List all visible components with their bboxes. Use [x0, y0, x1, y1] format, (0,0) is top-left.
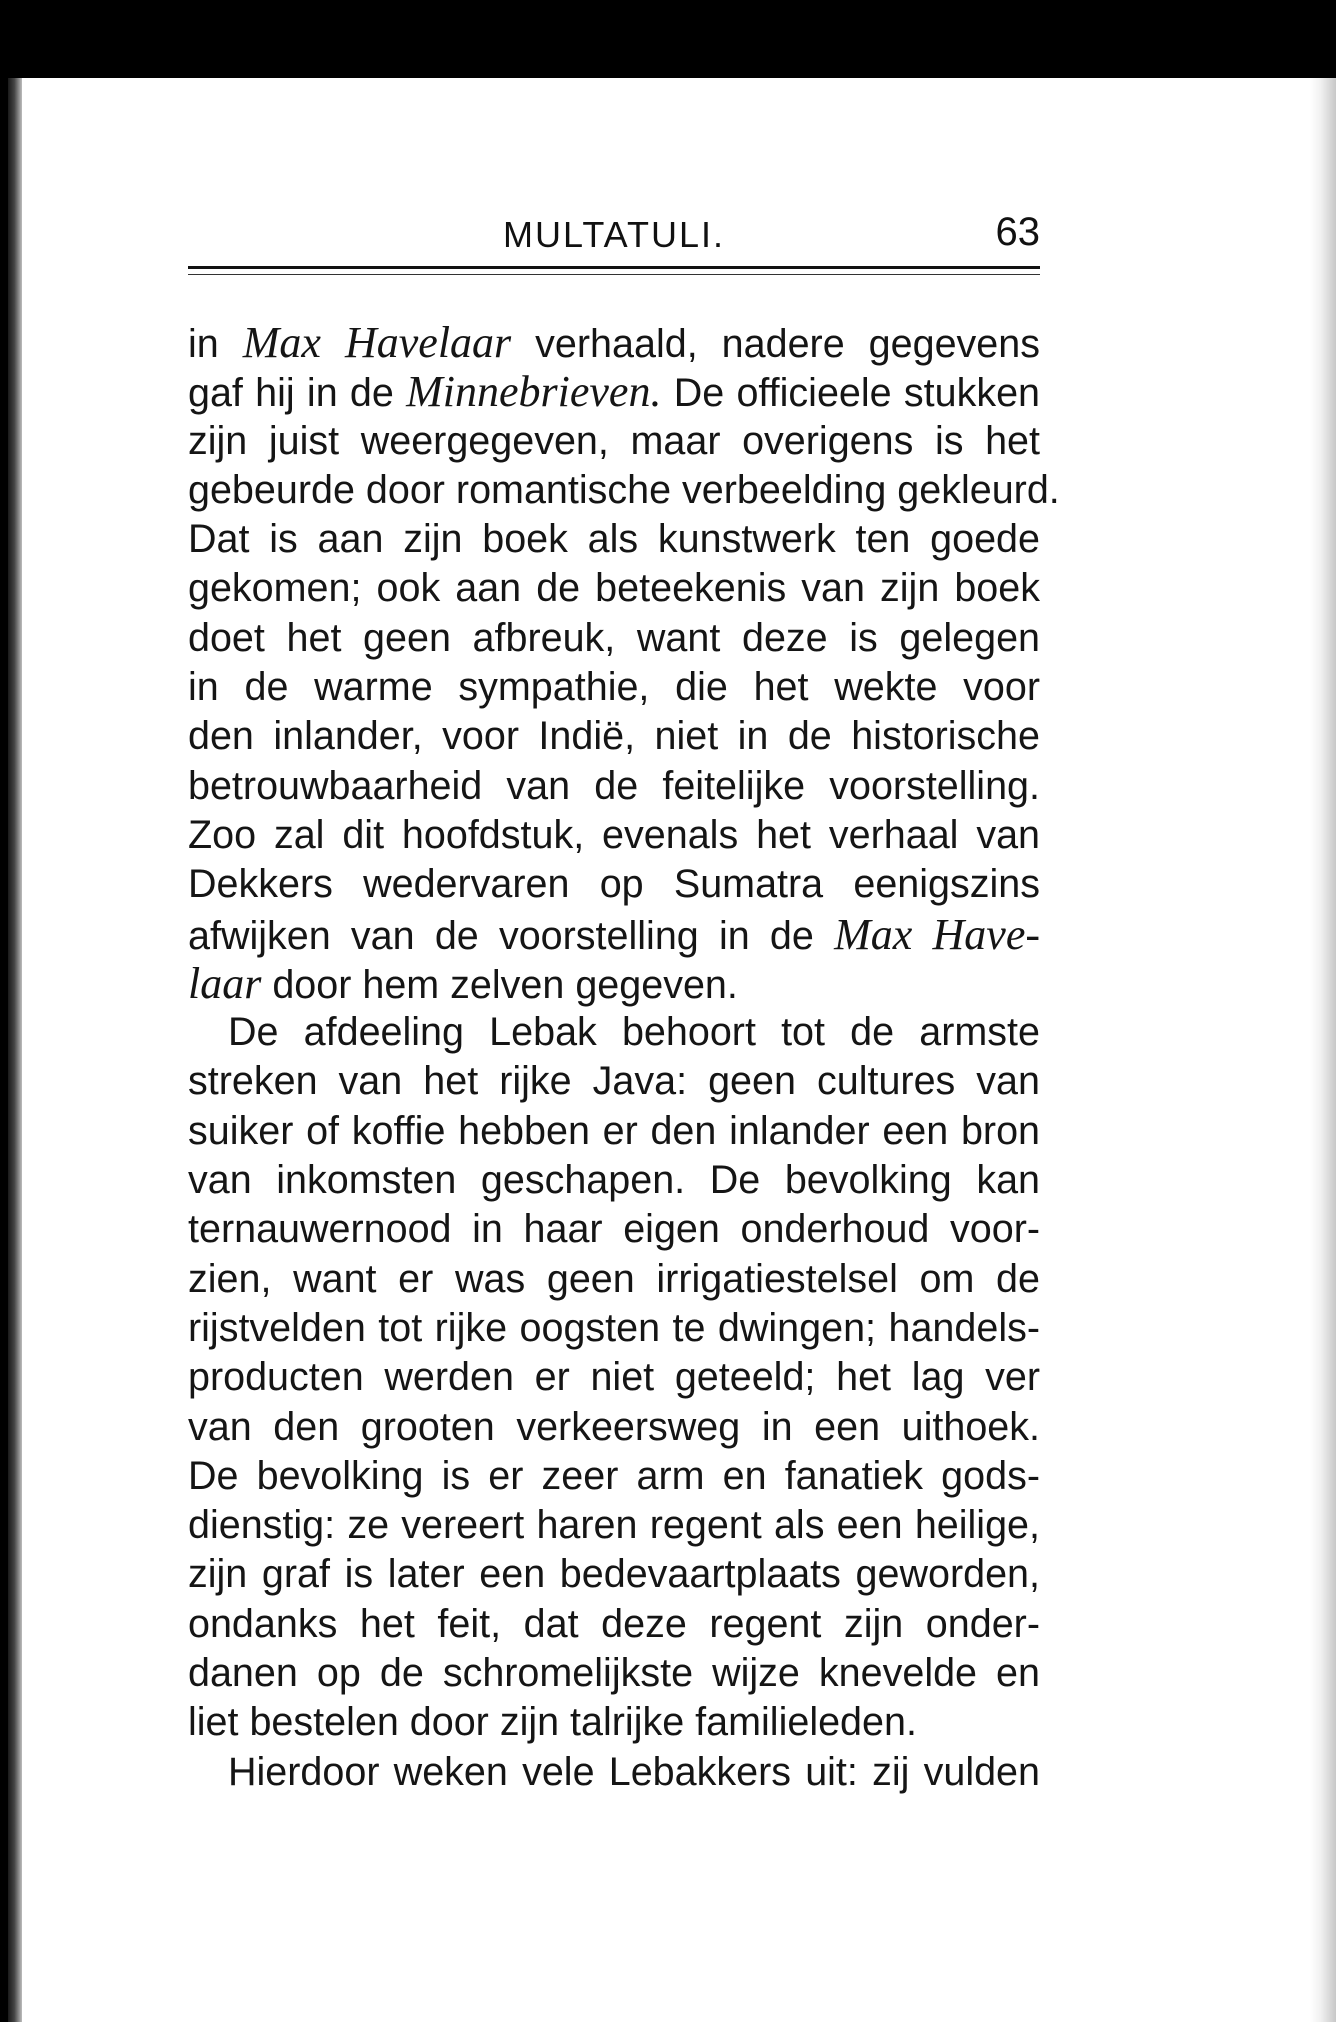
text-run: De officieele stukken	[661, 371, 1040, 416]
italic-title: Minnebrieven.	[406, 367, 662, 417]
text-run: Dekkers wedervaren op Sumatra eenigszins	[188, 862, 1040, 907]
text-run: Hierdoor weken vele Lebakkers uit: zij vulden	[228, 1749, 1040, 1794]
text-run: De bevolking is er zeer arm en fanatiek gods-	[188, 1453, 1040, 1498]
text-line	[188, 614, 1040, 663]
text-run: afwijken van de voorstelling in de	[188, 913, 835, 958]
text-line	[188, 1304, 1040, 1353]
text-line	[188, 811, 1040, 860]
text-line	[188, 1403, 1040, 1452]
text-run: ternauwernood in haar eigen onderhoud voor-	[188, 1207, 1040, 1252]
text-line	[188, 466, 1060, 515]
text-line	[188, 1255, 1040, 1304]
text-line	[188, 367, 1040, 416]
text-line	[188, 1698, 1040, 1747]
text-run: gekomen; ook aan de beteekenis van zijn boek	[188, 566, 1040, 611]
text-run: gaf hij in de	[188, 371, 407, 416]
text-line	[188, 1600, 1040, 1649]
text-line	[188, 663, 1040, 712]
text-line	[188, 1156, 1040, 1205]
paragraph	[188, 318, 1060, 1008]
text-run: streken van het rijke Java: geen cultures van	[188, 1059, 1040, 1104]
text-line	[188, 1353, 1040, 1402]
text-run: zijn graf is later een bedevaartplaats geworden,	[188, 1552, 1040, 1597]
text-line	[188, 860, 1040, 909]
paragraph	[188, 1008, 1040, 1747]
text-line	[188, 1748, 1040, 1797]
text-line	[188, 515, 1040, 564]
paragraph	[188, 1748, 1040, 1797]
text-run: zijn juist weergegeven, maar overigens is het	[188, 418, 1040, 463]
running-title: MULTATULI.	[502, 214, 725, 255]
header-rule-thin	[188, 274, 1040, 275]
page-number: 63	[995, 210, 1040, 254]
text-run: verhaald, nadere gegevens	[511, 322, 1040, 366]
page-edge-shadow	[1310, 78, 1336, 2022]
text-run: gebeurde door romantische verbeelding gekleurd.	[188, 467, 1060, 512]
text-run: ondanks het feit, dat deze regent zijn onder-	[188, 1601, 1040, 1646]
text-run: dienstig: ze vereert haren regent als een heilige,	[188, 1503, 1040, 1548]
text-line	[188, 1057, 1040, 1106]
italic-title: laar	[188, 958, 262, 1008]
text-run: producten werden er niet geteeld; het lag ver	[188, 1355, 1040, 1400]
text-line	[188, 910, 1040, 959]
text-line	[188, 1550, 1040, 1599]
text-run: De afdeeling Lebak behoort tot de armste	[228, 1010, 1040, 1055]
text-run: betrouwbaarheid van de feitelijke voorstelling.	[188, 763, 1040, 808]
text-run: in de warme sympathie, die het wekte voor	[188, 665, 1040, 710]
text-run: rijstvelden tot rijke oogsten te dwingen; handels-	[188, 1305, 1040, 1350]
text-run: Zoo zal dit hoofdstuk, evenals het verhaal van	[188, 812, 1040, 857]
text-run: doet het geen afbreuk, want deze is gelegen	[188, 615, 1040, 660]
text-run: liet bestelen door zijn talrijke familieleden.	[188, 1700, 917, 1745]
text-run: danen op de schromelijkste wijze knevelde en	[188, 1651, 1040, 1696]
text-run: van inkomsten geschapen. De bevolking kan	[188, 1158, 1040, 1203]
text-line	[188, 1107, 1040, 1156]
text-line	[188, 762, 1040, 811]
text-line	[188, 1649, 1040, 1698]
text-run: den inlander, voor Indië, niet in de historische	[188, 714, 1040, 759]
text-run: zien, want er was geen irrigatiestelsel om de	[188, 1256, 1040, 1301]
text-run: van den grooten verkeersweg in een uithoek.	[188, 1404, 1040, 1449]
italic-title: Max Havelaar	[242, 318, 512, 367]
text-run: door hem zelven gegeven.	[261, 962, 738, 1007]
running-header	[188, 206, 1040, 262]
body-text	[188, 318, 1060, 1797]
text-line	[188, 1452, 1040, 1501]
page-binding-shadow	[8, 78, 22, 2022]
italic-title: Max Have-	[834, 909, 1041, 959]
text-line	[188, 712, 1040, 761]
text-line	[188, 1008, 1040, 1057]
header-rule-thick	[188, 266, 1040, 269]
text-line	[188, 417, 1040, 466]
text-run: suiker of koffie hebben er den inlander een bron	[188, 1108, 1040, 1153]
text-line	[188, 564, 1040, 613]
text-run: Dat is aan zijn boek als kunstwerk ten goede	[188, 517, 1040, 562]
text-run: in	[188, 322, 243, 366]
text-line	[188, 318, 1040, 367]
text-line	[188, 959, 1040, 1008]
text-line	[188, 1205, 1040, 1254]
text-line	[188, 1501, 1040, 1550]
